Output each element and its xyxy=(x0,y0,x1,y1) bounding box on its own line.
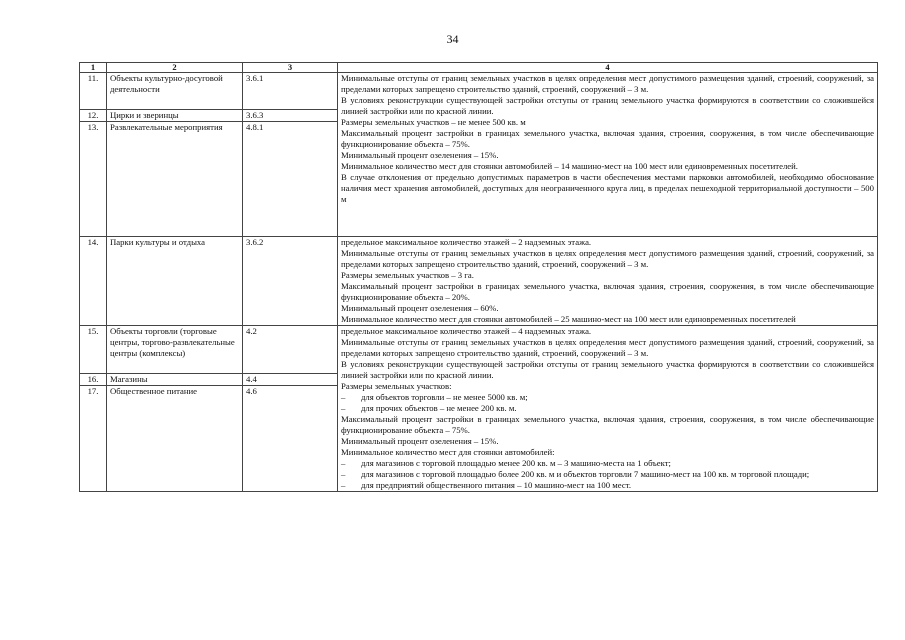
dash-marker: – xyxy=(341,469,346,479)
header-col-4: 4 xyxy=(338,63,878,73)
text-line: Минимальные отступы от границ земельных участков в целях определения мест допустимого размещения зданий, строений, сооружений, за пределами которых запрещено строительство зданий, строений, сооружений – 3 м. xyxy=(341,73,874,94)
list-item-text: для предприятий общественного питания – 10 машино-мест на 100 мест. xyxy=(361,480,632,490)
row-name: Парки культуры и отдыха xyxy=(107,237,243,326)
text-line: Минимальный процент озеленения – 15%. xyxy=(341,150,499,160)
row-number: 12. xyxy=(80,110,107,122)
text-line: предельное максимальное количество этажей – 2 надземных этажа. xyxy=(341,237,592,247)
text-line: В случае отклонения от предельно допустимых параметров в части обеспечения местами парковки автомобилей, необходимо обоснование наличия мест хранения автомобилей, доступных для неограниченного круга лиц, в пределах пешеходной территориальной доступности – 500 м xyxy=(341,172,874,204)
dash-marker: – xyxy=(341,458,346,468)
text-line: Размеры земельных участков: xyxy=(341,381,452,391)
row-name: Развлекательные мероприятия xyxy=(107,122,243,237)
text-line: Максимальный процент застройки в границах земельного участка, включая здания, строения, сооружения, в том числе обеспечивающие функционирование объекта – 20%. xyxy=(341,281,874,302)
text-line: Минимальное количество мест для стоянки автомобилей – 14 машино-мест на 100 мест или единовременных посетителей. xyxy=(341,161,798,171)
row-code: 4.8.1 xyxy=(243,122,338,237)
text-line: Минимальные отступы от границ земельных участков в целях определения мест допустимого размещения зданий, строений, сооружений, за пределами которых запрещено строительство зданий, строений, сооружений – 3 м. xyxy=(341,248,874,269)
row-code: 3.6.3 xyxy=(243,110,338,122)
table-row xyxy=(80,73,878,110)
row-code: 3.6.1 xyxy=(243,73,338,110)
text-line: В условиях реконструкции существующей застройки отступы от границ земельного участка формируются в соответствии со сложившейся линией застройки или по красной линии. xyxy=(341,359,874,380)
list-item-text: для магазинов с торговой площадью более 200 кв. м и объектов торговли 7 машино-мест на 100 кв. м торговой площади; xyxy=(361,469,810,479)
text-line: Минимальное количество мест для стоянки автомобилей: xyxy=(341,447,555,457)
requirements-group-3 xyxy=(338,326,878,492)
text-line: В условиях реконструкции существующей застройки отступы от границ земельного участка формируются в соответствии со сложившейся линией застройки или по красной линии. xyxy=(341,95,874,116)
list-item-text: для магазинов с торговой площадью менее 200 кв. м – 3 машино-места на 1 объект; xyxy=(361,458,671,468)
row-name: Объекты торговли (торговые центры, торгово-развлекательные центры (комплексы) xyxy=(107,326,243,374)
text-line: Размеры земельных участков – не менее 500 кв. м xyxy=(341,117,526,127)
requirements-group-2 xyxy=(338,237,878,326)
list-item-text: для объектов торговли – не менее 5000 кв. м; xyxy=(361,392,528,402)
row-code: 4.2 xyxy=(243,326,338,374)
text-line: Размеры земельных участков – 3 га. xyxy=(341,270,474,280)
regulations-table xyxy=(79,62,878,492)
list-item-text: для прочих объектов – не менее 200 кв. м. xyxy=(361,403,517,413)
row-number: 13. xyxy=(80,122,107,237)
page-number: 34 xyxy=(446,32,459,46)
text-line: Минимальный процент озеленения – 60%. xyxy=(341,303,499,313)
dash-marker: – xyxy=(341,403,346,413)
row-number: 14. xyxy=(80,237,107,326)
row-number: 15. xyxy=(80,326,107,374)
list-item xyxy=(341,480,874,491)
row-code: 4.4 xyxy=(243,374,338,386)
text-line: Минимальные отступы от границ земельных участков в целях определения мест допустимого размещения зданий, строений, сооружений, за пределами которых запрещено строительство зданий, строений, сооружений – 3 м. xyxy=(341,337,874,358)
header-col-3: 3 xyxy=(243,63,338,73)
text-line: Минимальный процент озеленения – 15%. xyxy=(341,436,499,446)
table-row xyxy=(80,237,878,326)
header-col-2: 2 xyxy=(107,63,243,73)
row-name: Цирки и зверинцы xyxy=(107,110,243,122)
text-line: предельное максимальное количество этажей – 4 надземных этажа. xyxy=(341,326,592,336)
row-number: 11. xyxy=(80,73,107,110)
row-code: 3.6.2 xyxy=(243,237,338,326)
table-row xyxy=(80,326,878,374)
row-name: Магазины xyxy=(107,374,243,386)
text-line: Минимальное количество мест для стоянки автомобилей – 25 машино-мест на 100 мест или единовременных посетителей xyxy=(341,314,796,324)
list-item xyxy=(341,392,874,403)
requirements-group-1 xyxy=(338,73,878,237)
row-name: Объекты культурно-досуговой деятельности xyxy=(107,73,243,110)
text-line: Максимальный процент застройки в границах земельного участка, включая здания, строения, сооружения, в том числе обеспечивающие функционирование объекта – 75%. xyxy=(341,128,874,149)
row-code: 4.6 xyxy=(243,386,338,492)
list-item xyxy=(341,458,874,469)
header-col-1: 1 xyxy=(80,63,107,73)
row-number: 16. xyxy=(80,374,107,386)
row-name: Общественное питание xyxy=(107,386,243,492)
list-item xyxy=(341,469,874,480)
text-line: Максимальный процент застройки в границах земельного участка, включая здания, строения, сооружения, в том числе обеспечивающие функционирование объекта – 75%. xyxy=(341,414,874,435)
list-item xyxy=(341,403,874,414)
dash-marker: – xyxy=(341,392,346,402)
dash-marker: – xyxy=(341,480,346,490)
header-row xyxy=(80,63,878,73)
row-number: 17. xyxy=(80,386,107,492)
